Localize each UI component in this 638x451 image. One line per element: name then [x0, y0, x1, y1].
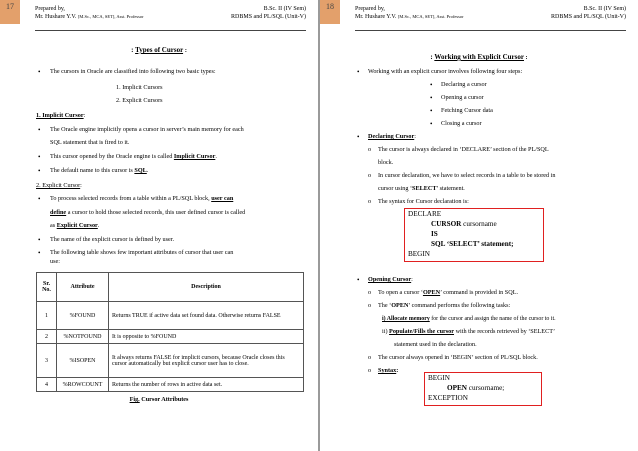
code-line: IS: [431, 230, 438, 238]
implicit-text-3: The default name to this cursor is SQL.: [50, 167, 149, 174]
table-row: [37, 302, 304, 330]
declare-syntax-box: [404, 208, 544, 262]
code-line: SQL ‘SELECT’ statement;: [431, 240, 514, 248]
opening-task-2b: statement used in the declaration.: [394, 341, 477, 348]
opening-text-2: The ‘OPEN’ command performs the following tasks:: [378, 302, 511, 309]
table-row: [37, 344, 304, 378]
explicit-heading: 2. Explicit Cursor:: [36, 182, 82, 189]
bullet-icon: •: [38, 167, 41, 175]
left-page: [0, 0, 318, 451]
table-cell: 3: [37, 344, 57, 378]
table-header-row: [37, 273, 304, 302]
bullet-icon: •: [430, 94, 433, 102]
table-cell: %NOTFOUND: [57, 330, 109, 344]
bullet-icon: •: [357, 133, 360, 141]
table-cell: %ROWCOUNT: [57, 378, 109, 392]
declaring-text-3: The syntax for Cursor declaration is:: [378, 198, 469, 205]
table-header: Sr. No.: [37, 273, 57, 302]
subject-name: RDBMS and PL/SQL (Unit-V): [231, 14, 306, 20]
bullet-icon: •: [38, 195, 41, 203]
code-line: DECLARE: [408, 210, 442, 218]
prepared-by: Prepared by,: [355, 6, 385, 12]
bullet-icon: •: [38, 153, 41, 161]
step-item: Opening a cursor: [441, 94, 484, 101]
page-header: [355, 5, 626, 27]
opening-task-1: i) Allocate memory for the cursor and assign the name of the cursor to it.: [382, 316, 556, 322]
page-number: 17: [0, 0, 20, 24]
sub-bullet-icon: o: [368, 302, 372, 309]
table-cell: Returns the number of rows in active data set.: [109, 378, 304, 392]
bullet-icon: •: [38, 249, 41, 257]
table-cell: 4: [37, 378, 57, 392]
author-name: Mr. Hushare Y.V.: [355, 14, 397, 20]
step-item: Fetching Cursor data: [441, 107, 493, 114]
code-line: OPEN cursorname;: [447, 384, 505, 392]
declaring-text-1b: block.: [378, 159, 394, 166]
section-title: : Types of Cursor :: [131, 46, 187, 54]
table-caption: Fig. Cursor Attributes: [129, 396, 189, 403]
declaring-text-2a: In cursor declaration, we have to select records in a table to be stored in: [378, 172, 556, 179]
open-syntax-box: [424, 372, 542, 406]
table-cell: 1: [37, 302, 57, 330]
opening-text-1: To open a cursor ‘OPEN’ command is provided in SQL.: [378, 289, 519, 296]
table-header: Attribute: [57, 273, 109, 302]
explicit-text-1a: To process selected records from a table within a PL/SQL block, user can: [50, 195, 234, 202]
bullet-icon: •: [357, 276, 360, 284]
opening-task-2: ii) Populate/Fills the cursor with the records retrieved by ‘SELECT’: [382, 328, 556, 335]
course-name: B.Sc. II (IV Sem): [583, 6, 626, 12]
sub-bullet-icon: o: [368, 172, 372, 179]
implicit-text-1b: SQL statement that is fired to it.: [50, 139, 130, 146]
prepared-by: Prepared by,: [35, 6, 65, 12]
table-cell: 2: [37, 330, 57, 344]
explicit-text-1b: define a cursor to hold those selected records, this user defined cursor is called: [50, 209, 246, 216]
table-row: [37, 378, 304, 392]
step-item: Declaring a cursor: [441, 81, 487, 88]
bullet-icon: •: [38, 68, 41, 76]
type-item: 2. Explicit Cursors: [116, 97, 163, 104]
step-item: Closing a cursor: [441, 120, 482, 127]
bullet-icon: •: [430, 107, 433, 115]
sub-bullet-icon: o: [368, 354, 372, 361]
author-name: Mr. Hushare Y.V.: [35, 14, 77, 20]
table-cell: Returns TRUE if active data set found data. Otherwise returns FALSE: [109, 302, 304, 330]
page-number: 18: [320, 0, 340, 24]
table-header: Description: [109, 273, 304, 302]
code-line: BEGIN: [428, 374, 450, 382]
sub-bullet-icon: o: [368, 146, 372, 153]
implicit-heading: 1. Implicit Cursor:: [36, 112, 86, 119]
implicit-text-2: This cursor opened by the Oracle engine is called Implicit Cursor.: [50, 153, 217, 160]
explicit-text-1c: as Explicit Cursor.: [50, 222, 100, 229]
attributes-table: [36, 272, 304, 392]
opening-heading: Opening Cursor:: [368, 276, 413, 283]
bullet-icon: •: [430, 120, 433, 128]
course-name: B.Sc. II (IV Sem): [263, 6, 306, 12]
sub-bullet-icon: o: [368, 367, 372, 374]
intro-text: The cursors in Oracle are classified into following two basic types:: [50, 68, 216, 75]
code-line: EXCEPTION: [428, 394, 468, 402]
section-title: : Working with Explicit Cursor :: [430, 53, 528, 61]
subject-name: RDBMS and PL/SQL (Unit-V): [551, 14, 626, 20]
explicit-text-2: The name of the explicit cursor is defined by user.: [50, 236, 175, 243]
sub-bullet-icon: o: [368, 198, 372, 205]
code-line: BEGIN: [408, 250, 430, 258]
table-cell: %ISOPEN: [57, 344, 109, 378]
declaring-heading: Declaring Cursor:: [368, 133, 416, 140]
author-quals: [M.Sc., MCA, SET], Asst. Professor: [397, 14, 464, 19]
declaring-text-1a: The cursor is always declared in ‘DECLARE’ section of the PL/SQL: [378, 146, 549, 153]
bullet-icon: •: [38, 126, 41, 134]
table-cell: %FOUND: [57, 302, 109, 330]
sub-bullet-icon: o: [368, 289, 372, 296]
intro-text: Working with an explicit cursor involves following four steps:: [368, 68, 523, 75]
declaring-text-2b: cursor using ‘SELECT’ statement.: [378, 185, 465, 192]
implicit-text-1a: The Oracle engine implicitly opens a cursor in server’s main memory for each: [50, 126, 244, 133]
explicit-text-3b: use:: [50, 258, 60, 265]
header-rule: [35, 30, 306, 31]
author-quals: [M.Sc., MCA, SET], Asst. Professor: [77, 14, 144, 19]
page-header: [35, 5, 306, 27]
type-item: 1. Implicit Cursors: [116, 84, 163, 91]
bullet-icon: •: [38, 236, 41, 244]
bullet-icon: •: [357, 68, 360, 76]
table-row: [37, 330, 304, 344]
opening-text-3: The cursor always opened in ‘BEGIN’ section of PL/SQL block.: [378, 354, 538, 361]
header-rule: [355, 30, 626, 31]
right-page: [320, 0, 638, 451]
bullet-icon: •: [430, 81, 433, 89]
syntax-label: Syntax:: [378, 367, 399, 374]
table-cell: It always returns FALSE for implicit cursors, because Oracle closes this cursor automatically but explicit cursor user has to close.: [109, 344, 304, 378]
explicit-text-3a: The following table shows few important attributes of cursor that user can: [50, 249, 234, 256]
code-line: CURSOR cursorname: [431, 220, 497, 228]
table-cell: It is opposite to %FOUND: [109, 330, 304, 344]
